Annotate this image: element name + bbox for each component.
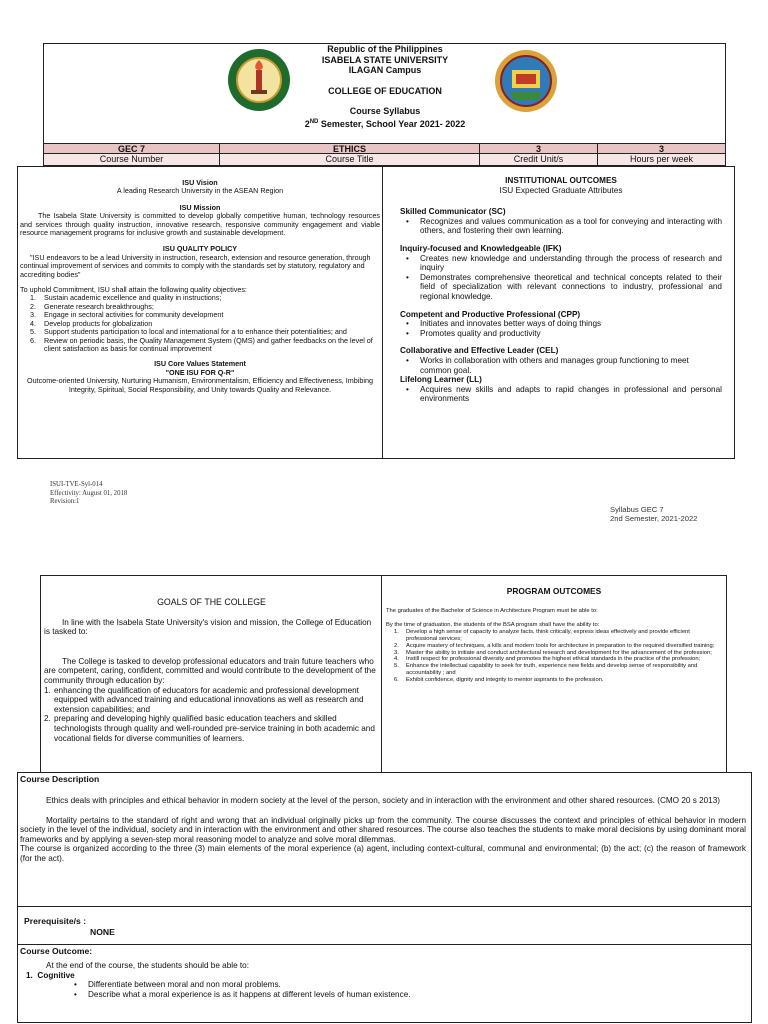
list-item: • Works in collaboration with others and manages group functioning to meet common goal.	[400, 356, 722, 375]
goals-intro: In line with the Isabela State University's vision and mission, the College of Education is tasked to:	[44, 617, 372, 637]
program-outcomes-list	[386, 629, 722, 684]
footer-syllabus: Syllabus GEC 7	[610, 505, 664, 514]
list-item: 3. Master the ability to initiate and conduct architectural research and development for the advancement of the profession;	[394, 649, 712, 656]
goals-list	[44, 686, 379, 744]
list-item: 5. Support students participation to local and international for a to enhance their potentialities; and	[30, 327, 347, 337]
footer-semester: 2nd Semester, 2021-2022	[610, 514, 698, 523]
outcome-group-title: Lifelong Learner (LL)	[400, 375, 482, 385]
course-outcome-intro: At the end of the course, the students should be able to:	[46, 961, 250, 970]
goals-title: GOALS OF THE COLLEGE	[157, 597, 266, 607]
list-item: • Initiates and innovates better ways of doing things	[400, 319, 722, 329]
list-item: 2. Acquire mastery of techniques, a kills and modern tools for architecture in preparation to the required diversified training;	[394, 642, 715, 649]
mission-title: ISU Mission	[179, 202, 221, 212]
list-item: 1. enhancing the qualification of educators for academic and professional development equipped with advanced training and educational innovations as well as research and extension capabilities; and	[44, 685, 364, 714]
list-item: • Acquires new skills and adapts to rapid changes in professional and personal environments	[400, 385, 722, 404]
outcome-category: 1. Cognitive	[26, 970, 75, 980]
semester-line: 2ND Semester, School Year 2021- 2022	[304, 118, 466, 129]
list-item: 1. Sustain academic excellence and quality in instructions;	[30, 293, 222, 303]
institutional-outcomes-subtitle: ISU Expected Graduate Attributes	[499, 185, 623, 195]
description-paragraph-1: Ethics deals with principles and ethical behavior in modern society at the level of the person, society and in interaction with the environment and other shared resources. (CMO 20 s 2013)	[46, 796, 721, 805]
list-item: 1. Develop a high sense of capacity to analyze facts, think critically, express ideas effectively and provide efficient professional services;	[394, 628, 690, 642]
list-item: 4. Instill respect for professional diversity and promotes the highest ethical standards in the practice of the profession;	[394, 656, 701, 663]
college-name: COLLEGE OF EDUCATION	[328, 85, 442, 96]
list-item: 6. Review on periodic basis, the Quality Management System (QMS) and gather feedbacks on the level of client satisfaction as basis for continual improvement	[30, 335, 373, 353]
list-item: 2. Generate research breakthroughs;	[30, 301, 154, 311]
list-item: 2. preparing and developing highly qualified basic education teachers and skilled technologists through quality and well-rounded pre-service training in both academic and vocational fields for diverse communities of learners.	[44, 714, 375, 743]
list-item: • Describe what a moral experience is as it happens at different levels of human existence.	[68, 990, 740, 1000]
core-values-subtitle: "ONE ISU FOR Q-R"	[165, 367, 235, 377]
quality-policy-title: ISU QUALITY POLICY	[162, 244, 238, 254]
course-values-row	[43, 143, 726, 154]
list-item: 6. Exhibit confidence, dignity and integrity to mentor aspirants to the profession.	[394, 677, 604, 684]
outcome-group-title: Competent and Productive Professional (CPP)	[400, 309, 581, 319]
list-item: • Demonstrates comprehensive theoretical and technical concepts related to their field of specialization with relevant connections to industry, professional and regional knowledge.	[400, 273, 722, 302]
program-outcomes-intro-2: By the time of graduation, the students of the BSA program shall have the ability to:	[386, 621, 600, 628]
list-item: 3. Engage in sectoral activities for community development	[30, 310, 224, 320]
effectivity-date: Effectivity: August 01, 2018	[50, 489, 128, 497]
list-item: 5. Enhance the intellectual capability to seek for truth, experience new fields and develop sense of responsibility and accountability ; and	[394, 663, 698, 677]
outcome-group-title: Inquiry-focused and Knowledgeable (IFK)	[400, 243, 562, 253]
course-number-label: Course Number	[44, 154, 220, 165]
goals-paragraph: The College is tasked to develop professional educators and train future teachers who are competent, caring, confident, committed and would contribute to the development of the community through education by:	[44, 656, 376, 685]
course-number-value: GEC 7	[44, 144, 220, 153]
revision-number: Revision:1	[50, 498, 80, 506]
vision-title: ISU Vision	[182, 178, 218, 187]
core-values-text: Outcome-oriented University, Nurturing Humanism, Environmentalism, Efficiency and Effectiveness, Imbibing Integrity, Spiritual, Social Responsibility, and Unity towards Quality and Relevance.	[27, 376, 373, 394]
list-item: 4. Develop products for globalization	[30, 318, 153, 328]
document-title: Course Syllabus	[349, 106, 421, 117]
institutional-outcomes-title: INSTITUTIONAL OUTCOMES	[505, 176, 617, 185]
course-title-label: Course Title	[220, 154, 480, 165]
program-outcomes-intro: The graduates of the Bachelor of Science in Architecture Program must be able to:	[386, 608, 598, 614]
course-labels-row	[43, 154, 726, 166]
description-paragraph-3: The course is organized according to the three (3) main elements of the moral experience (a) agent, including context-cultural, communal and environmental; (b) the act; (c) the reason of framework (for the act).	[20, 844, 746, 863]
campus-name: ILAGAN Campus	[348, 65, 422, 76]
outcome-group-title: Skilled Communicator (SC)	[400, 207, 506, 217]
objectives-intro: To uphold Commitment, ISU shall attain the following quality objectives:	[20, 285, 247, 295]
list-item: • Creates new knowledge and understanding through the process of research and inquiry	[400, 254, 722, 273]
program-outcomes-title: PROGRAM OUTCOMES	[506, 586, 602, 596]
quality-objectives-list	[20, 294, 380, 353]
doc-code: ISUI-TVE-Syl-014	[50, 481, 103, 488]
divider	[17, 906, 752, 907]
hours-per-week-label: Hours per week	[629, 154, 694, 164]
prerequisite-value: NONE	[90, 927, 115, 937]
outcome-group-title: Collaborative and Effective Leader (CEL)	[400, 346, 559, 356]
prerequisite-label: Prerequisite/s :	[24, 916, 87, 926]
hours-per-week-value: 3	[658, 144, 664, 154]
credit-units-value: 3	[480, 144, 598, 153]
course-outcome-title: Course Outcome:	[20, 946, 93, 956]
list-item: • Recognizes and values communication as a tool for conveying and interacting with others, and fostering their own learning.	[400, 217, 722, 236]
description-paragraph-2: Mortality pertains to the standard of right and wrong that an individual originally picks up from the community. The course discusses the context and principles of ethical behavior in modern society in the level of the individual, society and in interaction with the environment and other shared resources. The course also teaches the students to make moral decisions by using dominant moral frameworks and by applying a seven-step moral reasoning model to analyze and solve moral dilemmas.	[20, 815, 746, 844]
core-values-title: ISU Core Values Statement	[154, 359, 246, 369]
list-item: • Differentiate between moral and non moral problems.	[68, 980, 740, 990]
credit-units-label: Credit Unit/s	[480, 154, 598, 165]
quality-policy-text: "ISU endeavors to be a lead University in instruction, research, extension and resource generation, through continual improvement of services and commits to comply with the standards set by statutory, regulatory and accrediting bodies"	[20, 252, 371, 279]
republic-text: Republic of the Philippines	[327, 44, 443, 54]
university-name: ISABELA STATE UNIVERSITY	[321, 54, 449, 65]
list-item: • Promotes quality and productivity	[400, 329, 722, 339]
divider	[17, 944, 752, 945]
course-title-value: ETHICS	[220, 144, 480, 153]
vision-text: A leading Research University in the ASEAN Region	[116, 186, 284, 196]
course-description-title: Course Description	[20, 774, 100, 784]
mission-text: The Isabela State University is committed to develop globally competitive human, technology resources and services through quality instruction, innovative research, responsive community engagement and viable resource management programs for inclusive growth and sustainable development.	[20, 211, 380, 238]
